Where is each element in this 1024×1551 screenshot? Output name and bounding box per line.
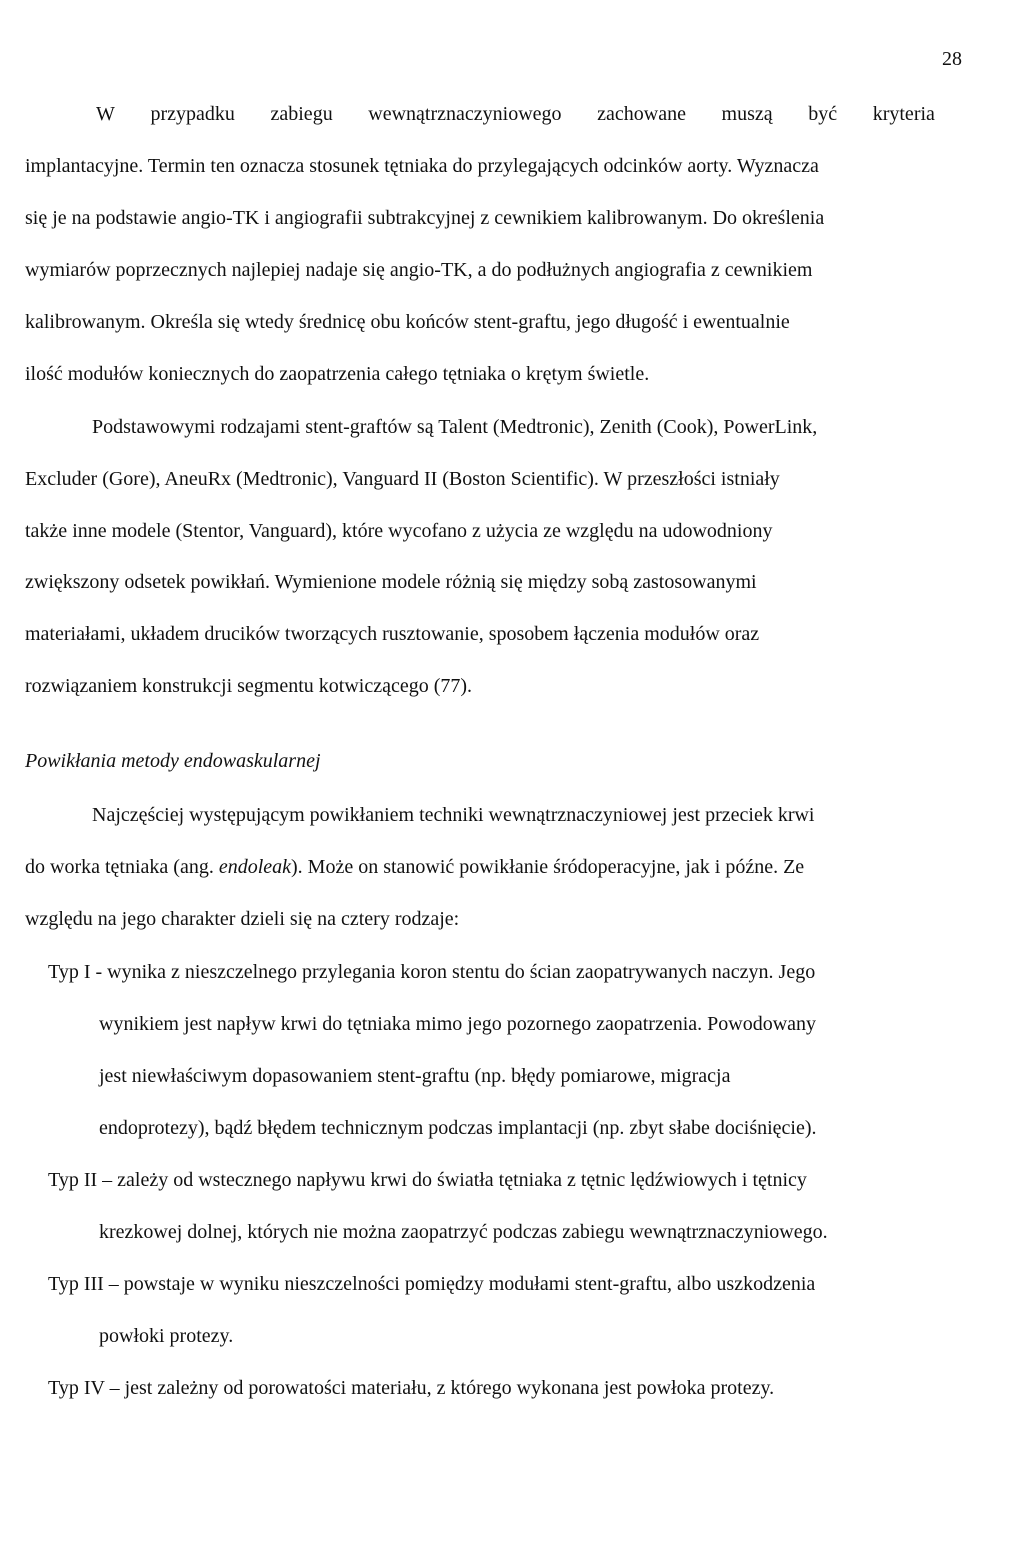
word: przypadku: [150, 103, 235, 125]
paragraph-2-line-3: także inne modele (Stentor, Vanguard), które wycofano z użycia ze względu na udowodniony: [25, 520, 773, 542]
paragraph-2-line-1: Podstawowymi rodzajami stent-graftów są Talent (Medtronic), Zenith (Cook), PowerLink,: [92, 416, 818, 438]
word: W: [96, 103, 115, 125]
type-1-line-4: endoprotezy), bądź błędem technicznym podczas implantacji (np. zbyt słabe dociśnięcie).: [99, 1117, 817, 1139]
paragraph-3-line-2: [25, 853, 804, 881]
paragraph-1-line-6: ilość modułów koniecznych do zaopatrzenia całego tętniaka o krętym świetle.: [25, 363, 650, 385]
paragraph-1-line-5: kalibrowanym. Określa się wtedy średnicę obu końców stent-graftu, jego długość i ewentualnie: [25, 311, 790, 333]
paragraph-1-line-4: wymiarów poprzecznych najlepiej nadaje się angio-TK, a do podłużnych angiografia z cewnikiem: [25, 259, 813, 281]
paragraph-2-line-5: materiałami, układem drucików tworzących rusztowanie, sposobem łączenia modułów oraz: [25, 623, 760, 645]
paragraph-3-line-2-part-a: do worka tętniaka (ang.: [25, 856, 219, 878]
paragraph-1-line-1: [96, 100, 935, 128]
section-heading: Powikłania metody endowaskularnej: [25, 750, 321, 772]
type-2-line-1: Typ II – zależy od wstecznego napływu krwi do światła tętniaka z tętnic lędźwiowych i tętnicy: [48, 1169, 807, 1191]
type-3-line-1: Typ III – powstaje w wyniku nieszczelności pomiędzy modułami stent-graftu, albo uszkodzenia: [48, 1273, 816, 1295]
type-1-line-1: Typ I - wynika z nieszczelnego przylegania koron stentu do ścian zaopatrywanych naczyn. Jego: [48, 961, 816, 983]
type-4-line-1: Typ IV – jest zależny od porowatości materiału, z którego wykonana jest powłoka protezy.: [48, 1377, 775, 1399]
page-number: 28: [942, 48, 962, 70]
type-2-line-2: krezkowej dolnej, których nie można zaopatrzyć podczas zabiegu wewnątrznaczyniowego.: [99, 1221, 828, 1243]
type-1-line-3: jest niewłaściwym dopasowaniem stent-graftu (np. błędy pomiarowe, migracja: [99, 1065, 731, 1087]
type-3-line-2: powłoki protezy.: [99, 1325, 234, 1347]
word: być: [808, 103, 838, 125]
paragraph-3-line-2-part-c: ). Może on stanowić powikłanie śródoperacyjne, jak i późne. Ze: [291, 856, 805, 878]
word: zabiegu: [270, 103, 333, 125]
type-1-line-2: wynikiem jest napływ krwi do tętniaka mimo jego pozornego zaopatrzenia. Powodowany: [99, 1013, 817, 1035]
word: kryteria: [872, 103, 935, 125]
paragraph-3-line-3: względu na jego charakter dzieli się na cztery rodzaje:: [25, 908, 460, 930]
word: zachowane: [597, 103, 686, 125]
paragraph-1-line-3: się je na podstawie angio-TK i angiografii subtrakcyjnej z cewnikiem kalibrowanym. Do określenia: [25, 207, 825, 229]
endoleak-term: endoleak: [218, 856, 292, 878]
paragraph-2-line-4: zwiększony odsetek powikłań. Wymienione modele różnią się między sobą zastosowanymi: [25, 571, 757, 593]
paragraph-2-line-6: rozwiązaniem konstrukcji segmentu kotwiczącego (77).: [25, 675, 473, 697]
paragraph-2-line-2: Excluder (Gore), AneuRx (Medtronic), Vanguard II (Boston Scientific). W przeszłości istniały: [25, 468, 780, 490]
word: wewnątrznaczyniowego: [368, 103, 562, 125]
word: muszą: [721, 103, 773, 125]
paragraph-1-line-2: implantacyjne. Termin ten oznacza stosunek tętniaka do przylegających odcinków aorty. Wyznacza: [25, 155, 819, 177]
paragraph-3-line-1: Najczęściej występującym powikłaniem techniki wewnątrznaczyniowej jest przeciek krwi: [92, 804, 815, 826]
